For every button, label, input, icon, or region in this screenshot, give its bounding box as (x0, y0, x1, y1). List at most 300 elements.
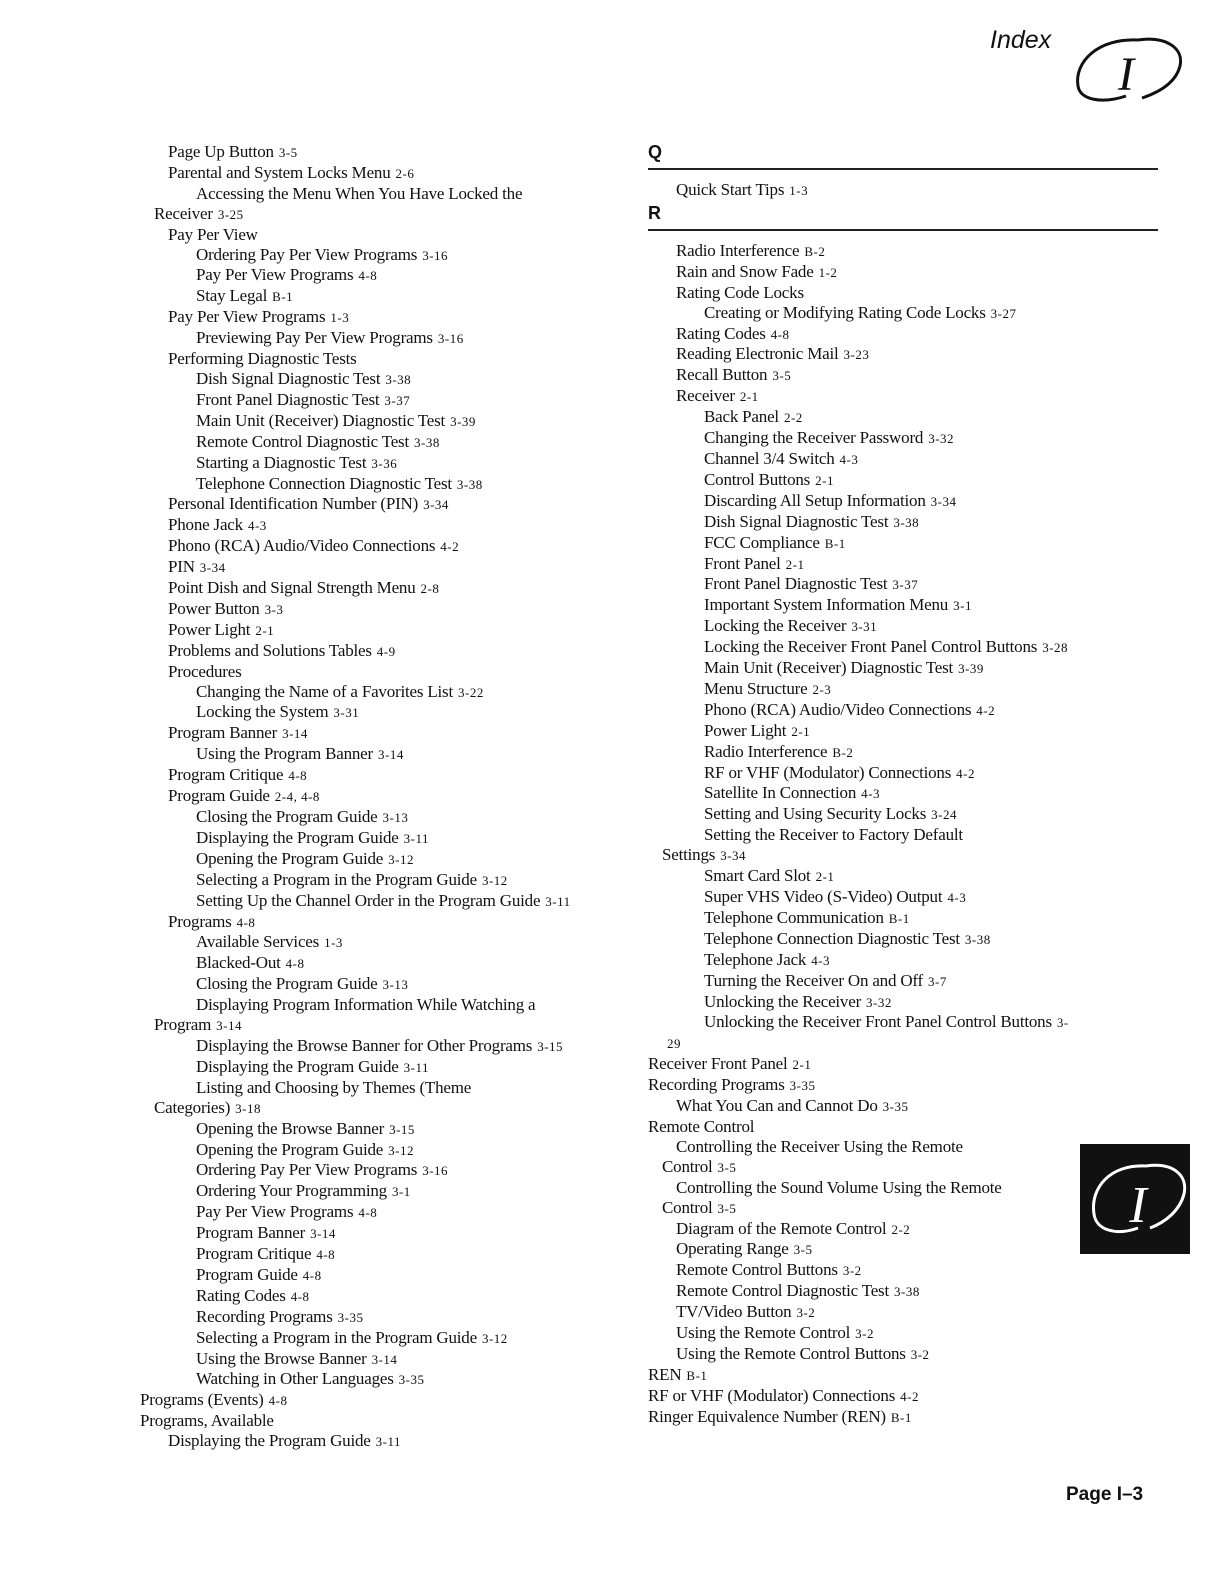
index-entry-page: 2-1 (815, 869, 835, 885)
index-entry-page: 3-12 (388, 851, 414, 867)
index-entry-text: Blacked-Out (196, 953, 281, 973)
index-entry (140, 225, 640, 245)
index-entry-text: Rating Codes (676, 323, 766, 343)
index-entry (140, 870, 640, 891)
index-entry-page: 2-6 (395, 165, 415, 181)
index-entry-page: 3-14 (310, 1226, 336, 1242)
index-entry-text: Opening the Browse Banner (196, 1118, 385, 1138)
index-entry (648, 845, 1158, 866)
index-entry-text: Selecting a Program in the Program Guide (196, 1327, 477, 1347)
index-entry-text: Rain and Snow Fade (676, 261, 814, 281)
index-entry-text: Program Guide (168, 786, 270, 806)
index-entry-page: 3-34 (423, 497, 449, 513)
index-entry-text: Procedures (168, 661, 242, 681)
index-entry-page: 3-13 (382, 977, 409, 993)
index-entry (140, 932, 640, 953)
index-entry-text: Power Light (704, 720, 787, 740)
index-entry-text: Programs (Events) (140, 1390, 264, 1410)
index-entry-page: 2-2 (891, 1221, 911, 1237)
index-entry-text: Smart Card Slot (704, 866, 811, 886)
index-entry-page: 3-16 (422, 247, 449, 263)
index-entry-text: Opening the Program Guide (196, 848, 384, 868)
index-entry-text: Setting and Using Security Locks (704, 804, 927, 824)
index-entry (140, 328, 640, 349)
index-entry-page: 2-8 (420, 581, 440, 597)
index-entry-page: 3-7 (928, 973, 947, 989)
index-entry-text: Turning the Receiver On and Off (704, 970, 924, 990)
index-entry-text: Remote Control Diagnostic Test (676, 1281, 889, 1301)
index-entry-page: 3-16 (422, 1163, 449, 1179)
index-entry-text: RF or VHF (Modulator) Connections (704, 762, 952, 782)
index-entry (648, 512, 1158, 533)
index-entry-page: 3-38 (385, 371, 412, 387)
index-entry-page: 3-38 (456, 476, 483, 492)
index-entry (140, 184, 640, 204)
index-entry (140, 1431, 640, 1452)
index-entry (140, 1057, 640, 1078)
index-entry (140, 974, 640, 995)
index-entry (140, 620, 640, 641)
index-entry-text: Remote Control Buttons (676, 1260, 838, 1280)
index-entry (140, 1390, 640, 1411)
index-entry (140, 995, 640, 1015)
index-entry-page: 3-31 (851, 619, 878, 635)
index-entry (648, 1407, 1158, 1428)
index-entry (140, 1244, 640, 1265)
index-entry-text: Point Dish and Signal Strength Menu (168, 578, 416, 598)
index-entry-text: Closing the Program Guide (196, 974, 378, 994)
index-entry-text: Controlling the Sound Volume Using the Remote (676, 1177, 1002, 1197)
index-entry-text: Locking the Receiver Front Panel Control Buttons (704, 637, 1038, 657)
index-entry-page: 4-2 (440, 539, 460, 555)
index-entry-text: Unlocking the Receiver Front Panel Control Buttons (704, 1012, 1052, 1032)
index-entry (648, 950, 1158, 971)
index-entry-page: 3-31 (333, 705, 360, 721)
index-entry (648, 679, 1158, 700)
index-entry (140, 1349, 640, 1370)
index-entry-text: Satellite In Connection (704, 783, 857, 803)
index-entry-text: Pay Per View Programs (196, 1202, 354, 1222)
index-entry-page: 3-13 (382, 810, 409, 825)
index-entry-page: 3-32 (866, 994, 892, 1010)
index-entry-text: Available Services (196, 932, 320, 952)
index-entry-page: 3-35 (337, 1309, 364, 1325)
index-entry-page: 3-35 (398, 1372, 425, 1388)
index-entry-page: 3-32 (928, 431, 955, 447)
index-entry (648, 887, 1158, 908)
index-entry-page: 3-27 (990, 305, 1017, 321)
index-entry-text: Unlocking the Receiver (704, 991, 862, 1011)
index-entry-text: Program Critique (196, 1244, 312, 1264)
index-entry (648, 407, 1158, 428)
index-entry-page: 3-38 (414, 434, 440, 450)
index-entry (140, 1078, 640, 1098)
index-entry-page: 3-36 (371, 455, 398, 471)
index-entry-text: Telephone Connection Diagnostic Test (704, 928, 960, 948)
index-entry-text: Stay Legal (196, 286, 268, 306)
index-entry (648, 449, 1158, 470)
index-entry-text: Controlling the Receiver Using the Remote (676, 1136, 963, 1156)
index-entry-text: Creating or Modifying Rating Code Locks (704, 302, 986, 322)
index-entry-text: What You Can and Cannot Do (676, 1096, 878, 1116)
index-entry-text: Programs (168, 911, 232, 931)
index-entry (140, 702, 640, 723)
index-entry-text: Program Critique (168, 765, 284, 785)
index-entry-page: 3-25 (217, 206, 244, 222)
index-entry-page: 2-1 (255, 622, 275, 638)
index-entry-page: 2-1 (791, 723, 811, 739)
index-entry-text: Locking the Receiver (704, 616, 847, 636)
index-entry (140, 578, 640, 599)
index-entry (140, 515, 640, 536)
index-entry-text: Program Guide (196, 1264, 298, 1284)
index-entry-text: Back Panel (704, 407, 779, 427)
index-entry-page: 4-8 (290, 1288, 310, 1304)
index-entry (140, 557, 640, 578)
index-entry (140, 1328, 640, 1349)
index-entry-page: 4-8 (236, 914, 256, 930)
index-entry-text: Diagram of the Remote Control (676, 1218, 887, 1238)
index-entry (648, 303, 1158, 324)
index-entry-page: 3-14 (377, 747, 404, 763)
index-entry-page: 3-34 (720, 848, 747, 864)
index-entry (648, 1033, 1158, 1054)
index-entry (648, 992, 1158, 1013)
index-entry-text: Power Button (168, 598, 260, 618)
index-entry-text: Opening the Program Guide (196, 1139, 384, 1159)
index-entry (140, 599, 640, 620)
index-entry-page: 3-15 (389, 1121, 415, 1137)
index-entry-page: 3-12 (388, 1142, 414, 1158)
index-entry-page: 3-34 (199, 560, 226, 576)
index-entry-page: 3-12 (481, 872, 508, 888)
index-entry (140, 536, 640, 557)
index-entry (140, 891, 640, 912)
index-entry (140, 662, 640, 682)
index-entry (140, 1286, 640, 1307)
index-entry (648, 344, 1158, 365)
index-entry-text: Reading Electronic Mail (676, 344, 839, 364)
index-entry-page: 4-2 (956, 765, 975, 781)
index-entry (140, 1223, 640, 1244)
index-entry-text: Using the Browse Banner (196, 1348, 367, 1368)
index-entry (140, 432, 640, 453)
index-entry-page: 3-5 (793, 1242, 813, 1258)
index-entry-page: 3-12 (481, 1330, 508, 1346)
index-entry-text: Listing and Choosing by Themes (Theme (196, 1077, 472, 1097)
index-entry-text: Watching in Other Languages (196, 1369, 394, 1389)
index-entry-page: 3-34 (930, 493, 957, 509)
index-entry-page: 4-8 (358, 268, 378, 284)
index-entry-page: 2-1 (792, 1057, 812, 1073)
index-header-title: Index (990, 26, 1052, 54)
index-entry-text: Discarding All Setup Information (704, 490, 926, 510)
index-entry-page: 3-3 (264, 601, 284, 617)
index-entry-text: Using the Remote Control (676, 1323, 851, 1343)
index-entry (648, 574, 1158, 595)
index-entry-text: PIN (168, 557, 195, 577)
index-entry-text: RF or VHF (Modulator) Connections (648, 1385, 896, 1405)
index-entry-text: Telephone Communication (704, 907, 884, 927)
index-entry (648, 866, 1158, 887)
index-entry (648, 1075, 1158, 1096)
index-entry-page: 4-3 (247, 518, 267, 534)
index-entry-text: Personal Identification Number (PIN) (168, 494, 419, 514)
index-left-column (140, 142, 640, 1452)
index-entry-text: Important System Information Menu (704, 595, 949, 615)
index-entry (648, 1117, 1158, 1137)
index-entry-page: B-1 (272, 289, 294, 305)
index-entry-page: 3-14 (371, 1351, 398, 1367)
index-entry (648, 595, 1158, 616)
index-entry-page: 3- (1056, 1015, 1069, 1031)
index-entry-text: Super VHS Video (S-Video) Output (704, 887, 943, 906)
index-entry (648, 658, 1158, 679)
index-entry (648, 283, 1158, 303)
index-entry (140, 1411, 640, 1431)
index-entry (140, 1160, 640, 1181)
index-entry-text: Accessing the Menu When You Have Locked the (196, 183, 523, 203)
index-entry-page: 3-16 (437, 331, 464, 347)
index-entry-text: Performing Diagnostic Tests (168, 349, 357, 369)
index-entry-page: 3-39 (450, 413, 476, 429)
index-entry-text: Setting Up the Channel Order in the Program Guide (196, 890, 541, 910)
index-entry-text: Front Panel Diagnostic Test (196, 389, 380, 409)
index-entry-page: B-2 (832, 744, 854, 760)
index-entry-text: Front Panel Diagnostic Test (704, 574, 888, 594)
tab-letter: I (1118, 48, 1134, 101)
index-entry (140, 765, 640, 786)
index-entry-page: 1-2 (818, 264, 838, 280)
index-entry-text: Channel 3/4 Switch (704, 448, 835, 468)
index-entry-text: Rating Code Locks (676, 282, 804, 302)
index-entry-text: FCC Compliance (704, 532, 820, 552)
index-entry (648, 1012, 1158, 1033)
index-entry-text: Starting a Diagnostic Test (196, 452, 367, 472)
index-entry (648, 783, 1158, 804)
index-entry (648, 637, 1158, 658)
index-entry (140, 953, 640, 974)
index-entry (140, 786, 640, 807)
index-entry (140, 204, 640, 225)
index-entry-text: Phono (RCA) Audio/Video Connections (704, 699, 972, 719)
index-entry-page: 2-3 (812, 681, 832, 697)
index-entry (648, 971, 1158, 992)
index-entry-text: Displaying the Browse Banner for Other Programs (196, 1035, 533, 1055)
index-entry (140, 1265, 640, 1286)
index-entry-text: Displaying the Program Guide (196, 827, 399, 847)
index-entry-page: 2-1 (739, 389, 759, 405)
index-entry-page: 4-8 (285, 956, 305, 972)
index-entry-page: 29 (667, 1036, 681, 1052)
index-entry (140, 1307, 640, 1328)
index-entry (648, 825, 1158, 845)
index-entry (140, 828, 640, 849)
index-entry (648, 1096, 1158, 1117)
index-entry-page: 3-35 (882, 1099, 909, 1115)
index-entry-text: Phone Jack (168, 515, 243, 535)
index-entry-page: 3-1 (953, 598, 972, 614)
index-entry-page: 3-18 (235, 1100, 262, 1116)
index-entry-page: 3-28 (1042, 640, 1069, 656)
index-entry (648, 1281, 1158, 1302)
index-entry (648, 180, 1158, 201)
index-entry-page: 1-3 (324, 935, 343, 951)
index-entry-page: 3-11 (403, 830, 429, 846)
index-entry-text: Control (662, 1156, 713, 1176)
index-entry-text: Selecting a Program in the Program Guide (196, 869, 477, 889)
index-entry-page: 4-2 (976, 702, 996, 718)
index-entry-text: Program (154, 1015, 212, 1035)
index-entry-text: Parental and System Locks Menu (168, 162, 391, 182)
index-entry-page: 3-2 (855, 1326, 875, 1342)
index-entry-text: Radio Interference (676, 240, 800, 260)
index-entry (140, 411, 640, 432)
index-entry (140, 849, 640, 870)
index-entry-page: 3-5 (717, 1159, 737, 1175)
index-entry (140, 494, 640, 515)
section-letter-heading: R (648, 203, 1158, 231)
index-entry-page: 2-4, 4-8 (274, 789, 320, 805)
index-entry-text: Setting the Receiver to Factory Default (704, 825, 963, 845)
index-entry-text: Settings (662, 845, 716, 865)
index-entry (648, 1323, 1158, 1344)
index-entry (648, 365, 1158, 386)
index-entry-page: 4-8 (302, 1267, 322, 1283)
index-entry-page: 3-11 (403, 1059, 429, 1075)
index-entry (140, 390, 640, 411)
index-entry (648, 804, 1158, 825)
index-entry (140, 1015, 640, 1036)
index-entry-text: Front Panel (704, 553, 781, 573)
index-tab-logo-icon (1068, 34, 1186, 104)
index-entry-page: 3-11 (545, 893, 571, 909)
index-entry (648, 324, 1158, 345)
index-entry-page: 3-2 (910, 1346, 930, 1362)
index-entry-page: 4-2 (900, 1388, 919, 1404)
index-entry-text: Using the Remote Control Buttons (676, 1343, 906, 1363)
index-entry (140, 369, 640, 390)
index-entry-page: 3-38 (893, 514, 920, 530)
index-entry-text: Telephone Connection Diagnostic Test (196, 473, 452, 493)
index-entry-text: Telephone Jack (704, 949, 807, 969)
index-entry-page: 4-3 (861, 786, 880, 802)
index-entry-text: Rating Codes (196, 1285, 286, 1305)
index-entry-page: 4-8 (288, 768, 308, 784)
index-entry-page: 3-2 (842, 1263, 862, 1279)
index-entry-page: 4-8 (358, 1205, 378, 1221)
index-entry (140, 1202, 640, 1223)
index-entry (648, 1302, 1158, 1323)
index-entry (648, 428, 1158, 449)
index-entry-text: Ordering Your Programming (196, 1181, 387, 1201)
index-entry-text: Using the Program Banner (196, 744, 373, 764)
index-entry-text: Problems and Solutions Tables (168, 640, 372, 660)
index-entry-text: Program Banner (168, 723, 278, 743)
index-entry (140, 1181, 640, 1202)
index-entry (648, 1054, 1158, 1075)
index-entry-text: Closing the Program Guide (196, 807, 378, 826)
index-entry-page: B-1 (888, 910, 910, 926)
index-entry-text: Pay Per View Programs (196, 265, 354, 285)
index-entry-page: B-2 (804, 243, 826, 259)
index-entry-text: TV/Video Button (676, 1302, 792, 1322)
index-entry-text: Main Unit (Receiver) Diagnostic Test (704, 658, 954, 678)
index-entry (140, 245, 640, 266)
index-entry-text: Remote Control Diagnostic Test (196, 431, 409, 451)
index-entry-text: Receiver Front Panel (648, 1054, 788, 1074)
page-number: Page I–3 (1066, 1484, 1144, 1505)
index-entry (140, 286, 640, 307)
index-entry-page: 3-23 (843, 347, 870, 363)
index-entry (140, 807, 640, 828)
index-entry (140, 744, 640, 765)
index-entry-text: Displaying the Program Guide (196, 1056, 399, 1076)
index-entry-text: Pay Per View Programs (168, 307, 326, 327)
index-entry (648, 929, 1158, 950)
index-entry (648, 1386, 1158, 1407)
index-entry-page: 3-37 (892, 577, 919, 593)
index-entry (140, 682, 640, 703)
index-entry-text: Control (662, 1197, 713, 1217)
index-entry-page: 3-35 (789, 1078, 816, 1094)
index-entry-text: Receiver (154, 203, 213, 223)
index-entry-page: 2-2 (783, 410, 803, 426)
index-entry-page: B-1 (890, 1409, 912, 1425)
index-entry-page: 4-8 (268, 1393, 288, 1409)
index-entry-text: Main Unit (Receiver) Diagnostic Test (196, 410, 446, 430)
index-entry (648, 533, 1158, 554)
index-entry-text: Ordering Pay Per View Programs (196, 244, 418, 264)
index-entry (140, 1098, 640, 1119)
section-letter-heading: Q (648, 142, 1158, 170)
index-entry-page: 2-1 (785, 556, 805, 572)
index-entry (648, 262, 1158, 283)
index-entry (648, 721, 1158, 742)
index-entry (648, 1365, 1158, 1386)
index-entry-page: 4-3 (811, 952, 831, 968)
index-entry (140, 142, 640, 163)
index-entry-text: Pay Per View (168, 224, 258, 244)
index-entry-text: Displaying the Program Guide (168, 1431, 371, 1451)
index-entry-page: B-1 (824, 535, 846, 551)
index-entry (140, 349, 640, 369)
index-entry (140, 1369, 640, 1390)
index-entry (140, 163, 640, 184)
index-entry-page: 3-11 (375, 1434, 401, 1450)
index-entry-text: Previewing Pay Per View Programs (196, 328, 433, 348)
index-entry-text: Changing the Name of a Favorites List (196, 681, 453, 701)
index-entry (648, 491, 1158, 512)
index-entry (648, 1260, 1158, 1281)
index-entry-text: Remote Control (648, 1116, 755, 1136)
index-entry (648, 700, 1158, 721)
index-entry (140, 307, 640, 328)
chapter-thumb-tab-icon (1080, 1144, 1190, 1254)
index-entry-page: 3-39 (958, 661, 984, 677)
index-entry-page: 3-14 (216, 1018, 242, 1034)
index-entry-page: 3-5 (717, 1200, 737, 1216)
index-entry-page: 2-1 (815, 472, 834, 488)
index-entry-text: Categories) (154, 1097, 231, 1117)
index-entry-page: 3-15 (537, 1038, 564, 1054)
index-entry (648, 742, 1158, 763)
index-entry-page: B-1 (686, 1367, 708, 1383)
index-entry-text: Ringer Equivalence Number (REN) (648, 1406, 886, 1426)
index-entry-text: Program Banner (196, 1223, 306, 1243)
index-entry-text: Ordering Pay Per View Programs (196, 1160, 418, 1180)
index-entry-text: Radio Interference (704, 741, 828, 761)
